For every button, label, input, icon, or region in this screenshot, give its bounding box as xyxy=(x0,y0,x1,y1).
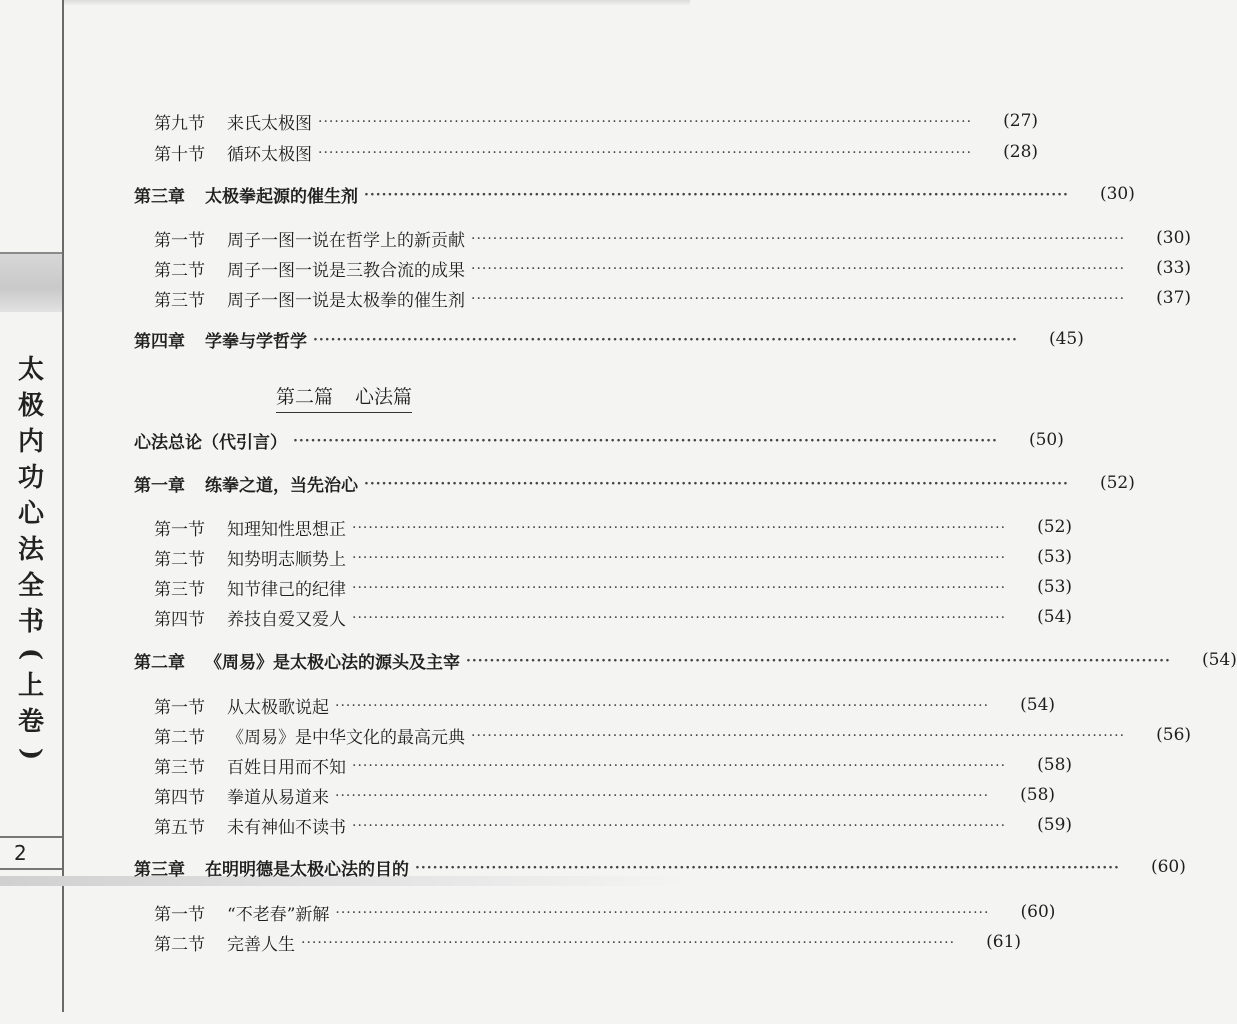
toc-entry-page: (52) xyxy=(1037,517,1073,537)
dot-leader: ························································································································ xyxy=(335,905,990,921)
toc-entry-section xyxy=(154,810,1073,840)
volume-char: 上 xyxy=(17,671,44,701)
dot-leader: ························································································································ xyxy=(471,261,1126,277)
dot-leader: ························································································································ xyxy=(301,935,956,951)
toc-entry-label: 第九节 xyxy=(154,113,205,134)
toc-entry-label: 第一节 xyxy=(154,519,205,540)
toc-entry-page: (54) xyxy=(1037,607,1073,627)
dot-leader: ························································································································ xyxy=(352,758,1007,774)
toc-entry-label: 第一节 xyxy=(154,697,205,718)
toc-entry-label: 第二节 xyxy=(154,934,205,955)
toc-entry-title: 百姓日用而不知 xyxy=(227,757,346,778)
dot-leader: ························································································································ xyxy=(364,476,1069,492)
toc-entry-title: 周子一图一说在哲学上的新贡献 xyxy=(227,230,465,251)
toc-entry-title: 知势明志顺势上 xyxy=(227,549,346,570)
toc-entry-title: 心法总论（代引言） xyxy=(134,432,287,453)
toc-entry-chapter xyxy=(134,324,1084,354)
running-title-char: 太 xyxy=(17,355,44,385)
toc-entry-section xyxy=(154,780,1056,810)
volume-paren-close: ) xyxy=(16,747,46,761)
toc-entry-section xyxy=(154,572,1073,602)
toc-entry-label: 第四章 xyxy=(134,331,185,352)
toc-entry-chapter xyxy=(134,852,1186,882)
toc-entry-page: (37) xyxy=(1156,288,1192,308)
toc-entry-title: “不老春”新解 xyxy=(227,904,330,925)
toc-entry-section xyxy=(154,512,1073,542)
running-title-vertical xyxy=(6,352,56,768)
toc-entry-label: 第五节 xyxy=(154,817,205,838)
toc-entry-page: (53) xyxy=(1037,547,1073,567)
toc-entry-title: 来氏太极图 xyxy=(227,113,312,134)
dot-leader: ························································································································ xyxy=(293,433,998,449)
dot-leader: ························································································································ xyxy=(471,291,1126,307)
toc-entry-page: (54) xyxy=(1201,650,1237,670)
volume-paren-open: ( xyxy=(16,647,46,661)
toc-entry-page: (60) xyxy=(1020,902,1056,922)
toc-entry-page: (50) xyxy=(1028,430,1064,450)
toc-entry-label: 第一节 xyxy=(154,230,205,251)
page-number: 2 xyxy=(0,836,62,870)
dot-leader: ························································································································ xyxy=(352,610,1007,626)
dot-leader: ························································································································ xyxy=(335,698,990,714)
toc-entry-label: 第四节 xyxy=(154,787,205,808)
toc-entry-label: 第四节 xyxy=(154,609,205,630)
margin-rule xyxy=(62,0,64,1012)
part-name: 心法篇 xyxy=(355,385,413,408)
dot-leader: ························································································································ xyxy=(318,114,973,130)
toc-entry-label: 第三节 xyxy=(154,290,205,311)
dot-leader: ························································································································ xyxy=(313,332,1018,348)
dot-leader: ························································································································ xyxy=(471,728,1126,744)
running-title-char: 心 xyxy=(17,499,44,529)
toc-entry-page: (45) xyxy=(1048,329,1084,349)
dot-leader: ························································································································ xyxy=(352,520,1007,536)
toc-entry-page: (52) xyxy=(1099,473,1135,493)
running-title-char: 极 xyxy=(17,391,44,421)
toc-entry-title: 学拳与学哲学 xyxy=(205,331,307,352)
toc-entry-page: (53) xyxy=(1037,577,1073,597)
toc-entry-label: 第三章 xyxy=(134,859,185,880)
toc-entry-intro xyxy=(134,425,1064,455)
toc-entry-title: 练拳之道，当先治心 xyxy=(205,475,358,496)
toc-entry-label: 第二节 xyxy=(154,260,205,281)
dot-leader: ························································································································ xyxy=(352,818,1007,834)
toc-entry-title: 拳道从易道来 xyxy=(227,787,329,808)
dot-leader: ························································································································ xyxy=(466,653,1171,669)
toc-entry-section xyxy=(154,223,1192,253)
dot-leader: ························································································································ xyxy=(364,187,1069,203)
toc-entry-label: 第一节 xyxy=(154,904,205,925)
toc-entry-page: (58) xyxy=(1020,785,1056,805)
dot-leader: ························································································································ xyxy=(318,145,973,161)
running-title-char: 书 xyxy=(17,607,44,637)
toc-entry-section xyxy=(154,137,1039,167)
toc-entry-chapter xyxy=(134,468,1135,498)
toc-entry-section xyxy=(154,897,1056,927)
toc-entry-section xyxy=(154,720,1192,750)
dot-leader: ························································································································ xyxy=(352,550,1007,566)
toc-entry-section xyxy=(154,927,1022,957)
toc-entry-page: (54) xyxy=(1020,695,1056,715)
dot-leader: ························································································································ xyxy=(415,860,1120,876)
toc-entry-page: (56) xyxy=(1156,725,1192,745)
toc-entry-title: 周子一图一说是三教合流的成果 xyxy=(227,260,465,281)
margin-band xyxy=(0,252,62,312)
toc-entry-section xyxy=(154,253,1192,283)
toc-entry-page: (28) xyxy=(1003,142,1039,162)
toc-entry-section xyxy=(154,106,1039,136)
toc-entry-section xyxy=(154,542,1073,572)
running-title-char: 功 xyxy=(17,463,44,493)
top-edge-shadow xyxy=(62,0,690,6)
margin-band-edge xyxy=(0,252,62,254)
toc-entry-section xyxy=(154,283,1192,313)
toc-entry-page: (61) xyxy=(986,932,1022,952)
toc-entry-title: 未有神仙不读书 xyxy=(227,817,346,838)
toc-entry-page: (33) xyxy=(1156,258,1192,278)
toc-entry-label: 第三章 xyxy=(134,186,185,207)
toc-entry-label: 第二节 xyxy=(154,549,205,570)
toc-entry-page: (58) xyxy=(1037,755,1073,775)
toc-entry-title: 《周易》是中华文化的最高元典 xyxy=(227,727,465,748)
volume-char: 卷 xyxy=(17,707,44,737)
running-title-char: 全 xyxy=(17,571,44,601)
toc-entry-label: 第一章 xyxy=(134,475,185,496)
toc-entry-section xyxy=(154,602,1073,632)
dot-leader: ························································································································ xyxy=(352,580,1007,596)
toc-entry-page: (30) xyxy=(1156,228,1192,248)
toc-entry-label: 第十节 xyxy=(154,144,205,165)
toc-entry-section xyxy=(154,690,1056,720)
part-label: 第二篇 xyxy=(276,385,334,408)
part-heading xyxy=(276,380,412,413)
toc-entry-page: (27) xyxy=(1003,111,1039,131)
toc-entry-title: 养技自爱又爱人 xyxy=(227,609,346,630)
toc-entry-label: 第二章 xyxy=(134,652,185,673)
toc-entry-title: 完善人生 xyxy=(227,934,295,955)
dot-leader: ························································································································ xyxy=(471,231,1126,247)
toc-entry-title: 知节律己的纪律 xyxy=(227,579,346,600)
dot-leader: ························································································································ xyxy=(335,788,990,804)
toc-entry-chapter xyxy=(134,645,1237,675)
toc-entry-title: 周子一图一说是太极拳的催生剂 xyxy=(227,290,465,311)
toc-entry-title: 《周易》是太极心法的源头及主宰 xyxy=(205,652,460,673)
toc-entry-title: 知理知性思想正 xyxy=(227,519,346,540)
toc-entry-label: 第二节 xyxy=(154,727,205,748)
toc-entry-label: 第三节 xyxy=(154,579,205,600)
running-title-char: 法 xyxy=(17,535,44,565)
toc-entry-page: (30) xyxy=(1099,184,1135,204)
toc-entry-chapter xyxy=(134,179,1135,209)
running-title-char: 内 xyxy=(17,427,44,457)
toc-entry-section xyxy=(154,750,1073,780)
toc-entry-page: (60) xyxy=(1150,857,1186,877)
toc-entry-label: 第三节 xyxy=(154,757,205,778)
toc-entry-title: 从太极歌说起 xyxy=(227,697,329,718)
toc-entry-title: 太极拳起源的催生剂 xyxy=(205,186,358,207)
toc-entry-page: (59) xyxy=(1037,815,1073,835)
toc-entry-title: 在明明德是太极心法的目的 xyxy=(205,859,409,880)
toc-entry-title: 循环太极图 xyxy=(227,144,312,165)
